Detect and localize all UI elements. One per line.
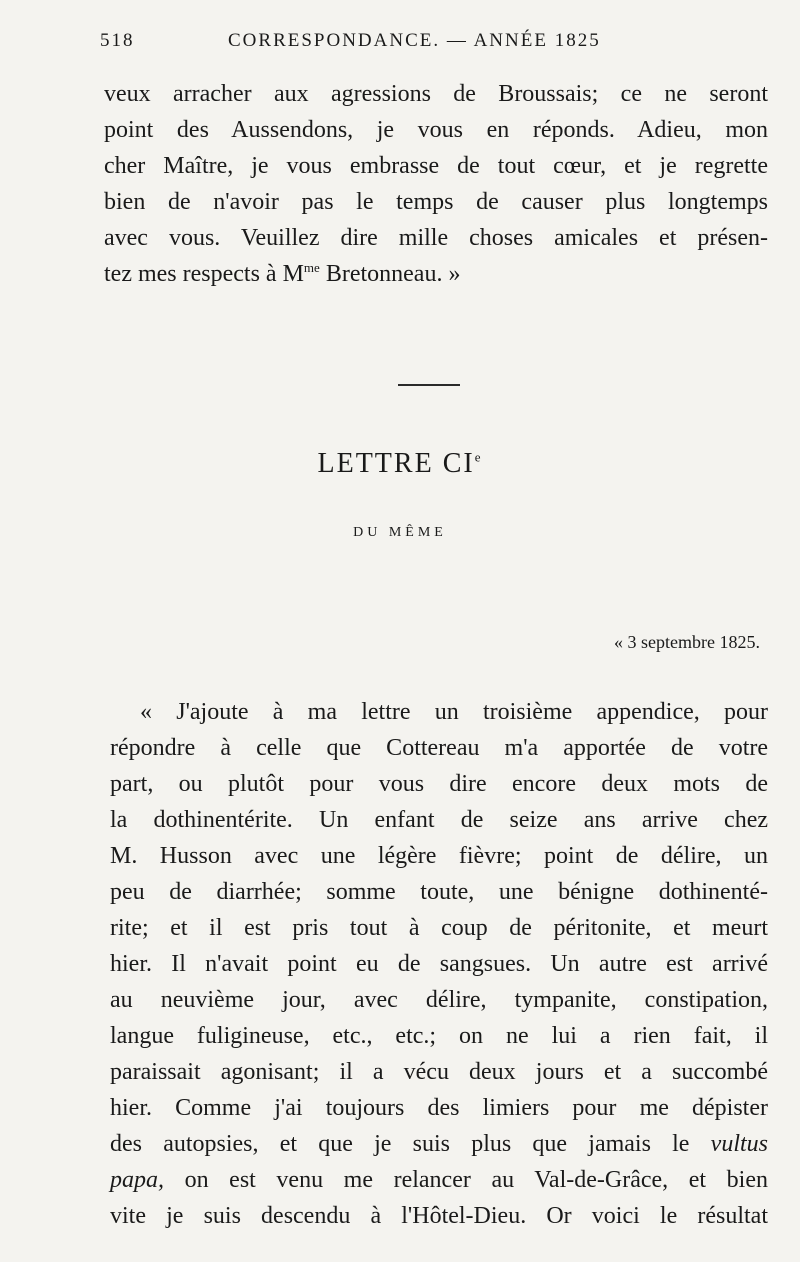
closing-line xyxy=(104,256,768,292)
text-line: peu de diarrhée; somme toute, une bénigne dothinenté- xyxy=(110,879,768,905)
line-text: des autopsies, et que je suis plus que jamais le xyxy=(110,1131,711,1157)
running-head-title: CORRESPONDANCE. — ANNÉE 1825 xyxy=(228,30,601,51)
continuation-paragraph xyxy=(104,76,768,292)
text-line: langue fuligineuse, etc., etc.; on ne lui a rien fait, il xyxy=(110,1023,768,1049)
text-line: veux arracher aux agressions de Broussais; ce ne seront xyxy=(104,81,768,107)
text-line: avec vous. Veuillez dire mille choses amicales et présen- xyxy=(104,225,768,251)
text-line: vite je suis descendu à l'Hôtel-Dieu. Or voici le résultat xyxy=(110,1203,768,1229)
text-line: répondre à celle que Cottereau m'a apportée de votre xyxy=(110,735,768,761)
text-line: hier. Il n'avait point eu de sangsues. Un autre est arrivé xyxy=(110,951,768,977)
letter-title-text: LETTRE CI xyxy=(317,448,475,479)
letter-title-superscript: e xyxy=(474,449,483,465)
page-number: 518 xyxy=(100,30,135,51)
text-line: rite; et il est pris tout à coup de péritonite, et meurt xyxy=(110,915,768,941)
text-line: hier. Comme j'ai toujours des limiers pour me dépister xyxy=(110,1095,768,1121)
text-line: part, ou plutôt pour vous dire encore deux mots de xyxy=(110,771,768,797)
italic-word: papa, xyxy=(110,1167,164,1193)
letter-title xyxy=(0,448,800,480)
text-line: M. Husson avec une légère fièvre; point de délire, un xyxy=(110,843,768,869)
text-line: paraissait agonisant; il a vécu deux jours et a succombé xyxy=(110,1059,768,1085)
line-text: on est venu me relancer au Val-de-Grâce, et bien xyxy=(164,1167,768,1193)
closing-text: tez mes respects à M xyxy=(104,261,304,287)
italic-text-line xyxy=(110,1162,768,1198)
closing-superscript: me xyxy=(303,260,320,275)
text-line: la dothinentérite. Un enfant de seize ans arrive chez xyxy=(110,807,768,833)
letter-subtitle: DU MÊME xyxy=(353,525,447,540)
letter-date: « 3 septembre 1825. xyxy=(614,632,760,652)
italic-text-line xyxy=(110,1126,768,1162)
running-head xyxy=(100,30,780,64)
text-line: « J'ajoute à ma lettre un troisième appendice, pour xyxy=(140,699,768,725)
text-line: au neuvième jour, avec délire, tympanite, constipation, xyxy=(110,987,768,1013)
text-line: cher Maître, je vous embrasse de tout cœur, et je regrette xyxy=(104,153,768,179)
closing-text-end: Bretonneau. » xyxy=(319,261,461,287)
text-line: bien de n'avoir pas le temps de causer plus longtemps xyxy=(104,189,768,215)
section-divider xyxy=(398,384,460,386)
letter-body xyxy=(110,694,768,1234)
italic-word: vultus xyxy=(710,1131,768,1157)
text-line: point des Aussendons, je vous en réponds. Adieu, mon xyxy=(104,117,768,143)
